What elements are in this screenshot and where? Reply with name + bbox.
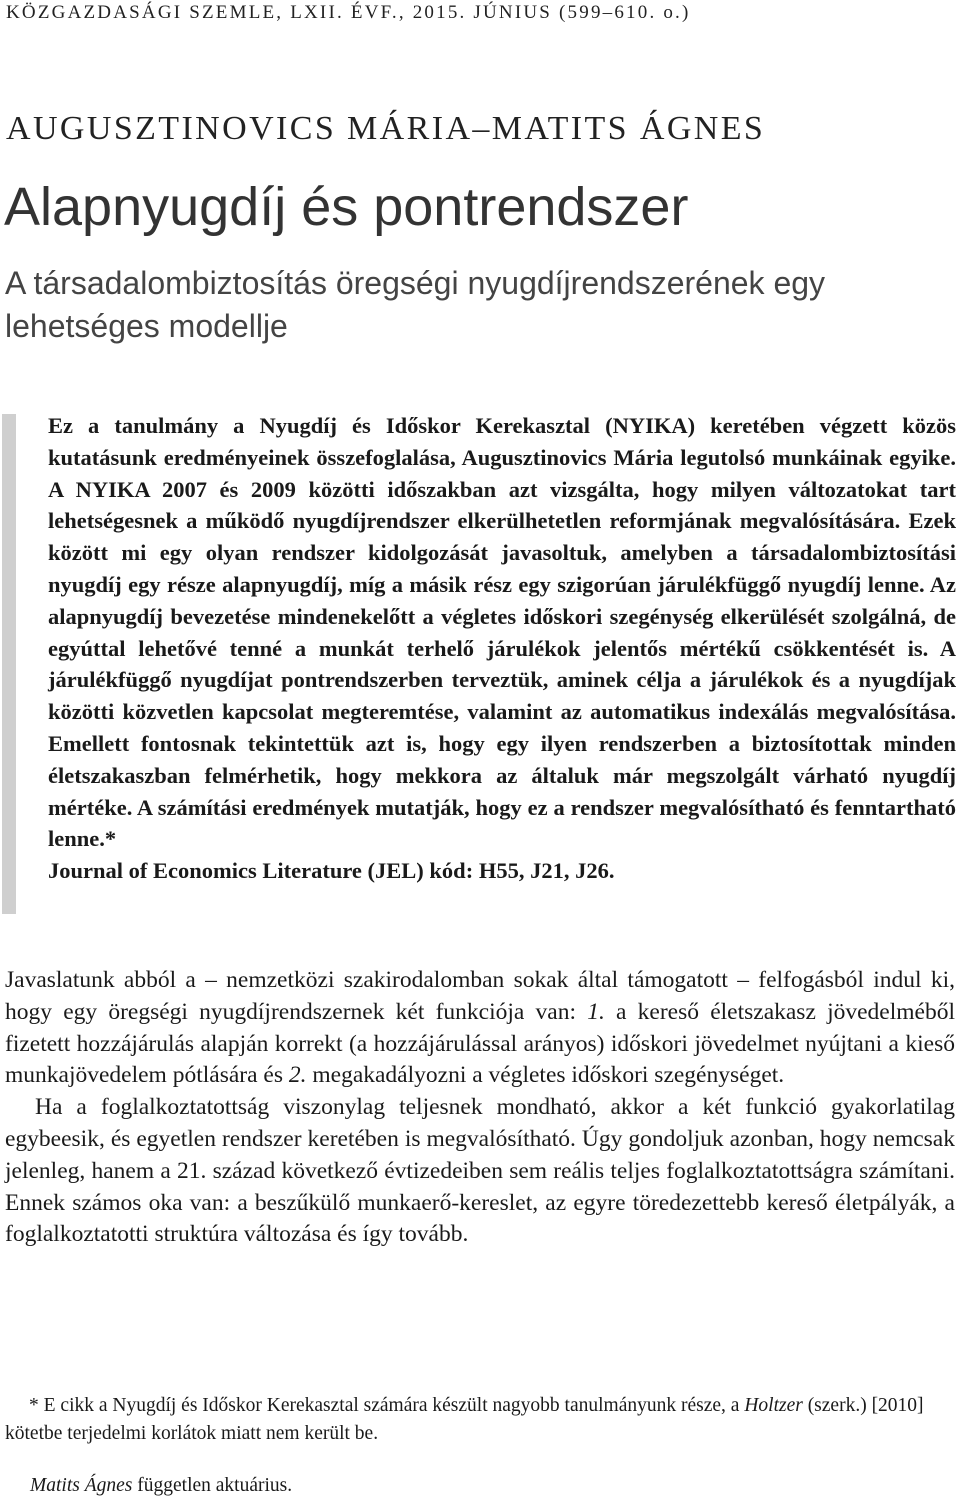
footnote bbox=[5, 1392, 955, 1448]
list-number-1: 1. bbox=[587, 998, 605, 1025]
abstract-sidebar-bar bbox=[2, 414, 16, 914]
footnote-italic-name: Holtzer bbox=[744, 1395, 803, 1416]
article-subtitle: A társadalombiztosítás öregségi nyugdíjrendszerének egy lehetséges modellje bbox=[5, 265, 826, 344]
body-paragraph-1-part-b: a kereső életszakasz jövedelméből fizetett hozzájárulás alapján korrekt (a hozzájárulással arányos) időskori jövedelmet nyújtani a kieső munkajövedelem pótlására és bbox=[5, 998, 955, 1089]
list-number-2: 2. bbox=[288, 1062, 307, 1089]
body-paragraph-1 bbox=[5, 965, 955, 1092]
abstract-block bbox=[48, 410, 956, 887]
footnote-text-b: (szerk.) [2010] kötetbe terjedelmi korlátok miatt nem került be. bbox=[5, 1395, 924, 1444]
journal-header: KÖZGAZDASÁGI SZEMLE, LXII. ÉVF., 2015. JÚNIUS (599–610. o.) bbox=[6, 2, 691, 23]
affiliation-role: független aktuárius. bbox=[132, 1475, 293, 1496]
abstract-text: Ez a tanulmány a Nyugdíj és Időskor Kerekasztal (NYIKA) keretében végzett közös kutatásunk eredményeinek összefoglalása, Augusztinovics Mária legutolsó munkáinak egyike. A NYIKA 2007 és 2009 közötti időszakban azt vizsgálta, hogy milyen változatokat tart lehetségesnek a működő nyugdíjrendszer elkerülhetetlen reformjának megvalósítására. Ezek között mi egy olyan rendszer kidolgozását javasoltuk, amelyben a társadalombiztosítási nyugdíj egy része alapnyugdíj, míg a másik rész egy szigorúan járulékfüggő nyugdíj lenne. Az alapnyugdíj bevezetése mindenekelőtt a végletes időskori szegénység elkerülését szolgálná, de egyúttal lehetővé tenné a munkát terhelő járulékok jelentős mértékű csökkentését is. A járulékfüggő nyugdíjat pontrendszerben terveztük, aminek célja a járulékok és a nyugdíjak közötti közvetlen kapcsolat megteremtése, valamint az automatikus indexálás megvalósítása. Emellett fontosnak tekintettük azt is, hogy egy ilyen rendszerben a biztosítottak minden életszakaszban felmérhetik, hogy mekkora az általuk már megszolgált várható nyugdíj mértéke. A számítási eredmények mutatják, hogy ez a rendszer megvalósítható és fenntartható lenne.* bbox=[48, 413, 956, 852]
body-paragraph-1-part-c: megakadályozni a végletes időskori szegénységet. bbox=[306, 1062, 785, 1089]
body-paragraph-2: Ha a foglalkoztatottság viszonylag teljesnek mondható, akkor a két funkció gyakorlatilag egybeesik, és egyetlen rendszer keretében is megvalósítható. Úgy gondoljuk azonban, hogy nemcsak jelenleg, hanem a 21. század következő évtizedeiben sem reális teljes foglalkoztatottságra számítani. Ennek számos oka van: a beszűkülő munkaerő-kereslet, az egyre töredezettebb kereső életpályák, a foglalkoztatotti struktúra változása és így tovább. bbox=[5, 1094, 955, 1248]
author-affiliation bbox=[30, 1472, 292, 1500]
body-text bbox=[5, 965, 955, 1251]
body-paragraph-1-part-a: Javaslatunk abból a – nemzetközi szakirodalomban sokak által támogatott – felfogásból indul ki, hogy egy öregségi nyugdíjrendszernek két funkciója van: bbox=[5, 967, 955, 1025]
article-authors: AUGUSZTINOVICS MÁRIA–MATITS ÁGNES bbox=[6, 110, 766, 147]
affiliation-name: Matits Ágnes bbox=[30, 1475, 133, 1496]
jel-codes: Journal of Economics Literature (JEL) kód: H55, J21, J26. bbox=[48, 858, 615, 884]
article-title: Alapnyugdíj és pontrendszer bbox=[4, 177, 689, 237]
footnote-text-a: * E cikk a Nyugdíj és Időskor Kerekasztal számára készült nagyobb tanulmányunk része, a bbox=[29, 1395, 745, 1416]
